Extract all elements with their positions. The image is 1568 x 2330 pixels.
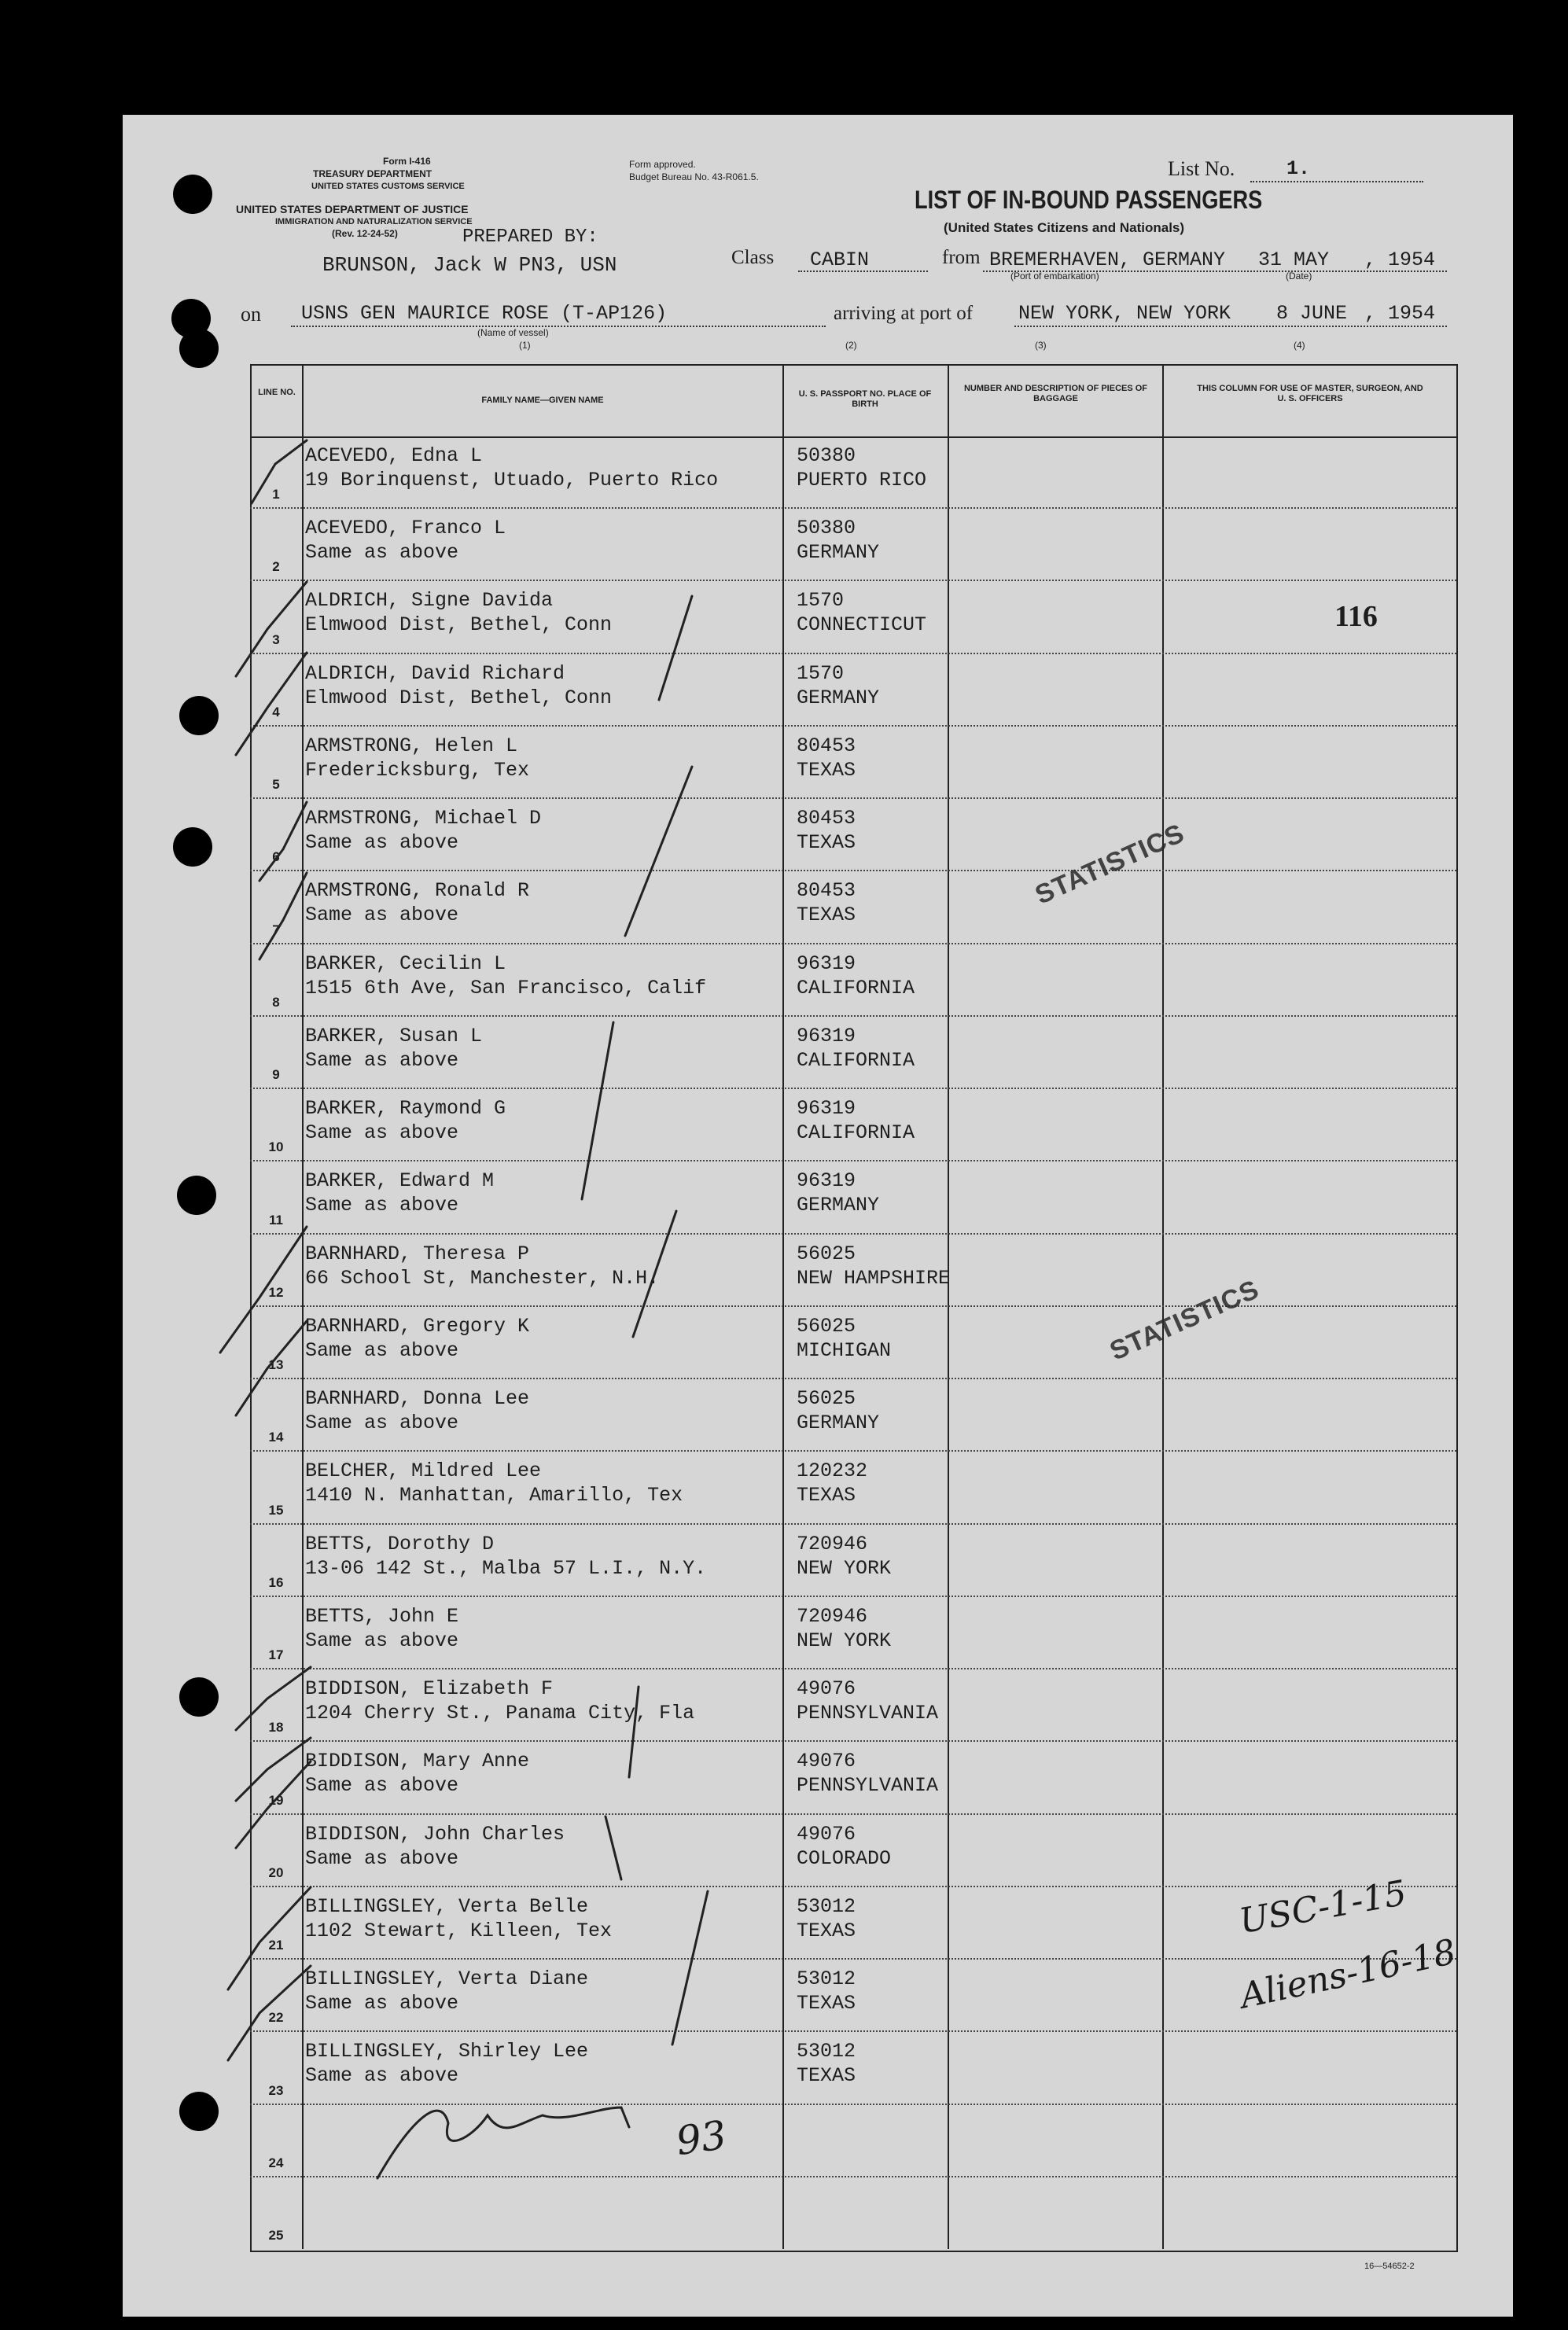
- arrival-port: NEW YORK, NEW YORK: [1018, 302, 1231, 325]
- line-number: 18: [268, 1720, 284, 1736]
- line-number: 23: [268, 2082, 284, 2098]
- passport-number: 50380: [797, 517, 856, 540]
- check-mark: [228, 1966, 311, 2060]
- line-number: 20: [268, 1864, 284, 1880]
- passenger-address: Same as above: [305, 1121, 459, 1145]
- passport-number: 1570: [797, 661, 845, 685]
- passenger-address: Same as above: [305, 1774, 459, 1798]
- passenger-address: Same as above: [305, 1412, 459, 1435]
- place-of-birth: CALIFORNIA: [797, 1048, 915, 1072]
- check-mark: [236, 582, 307, 676]
- class-label: Class: [731, 247, 775, 268]
- passport-number: 56025: [797, 1387, 856, 1411]
- passenger-name: BILLINGSLEY, Verta Belle: [305, 1894, 589, 1918]
- passenger-address: Same as above: [305, 1992, 459, 2015]
- passport-number: 720946: [797, 1604, 868, 1628]
- passenger-address: 13-06 142 St., Malba 57 L.I., N.Y.: [305, 1556, 707, 1580]
- passenger-address: Same as above: [305, 2064, 459, 2088]
- passenger-address: Same as above: [305, 541, 459, 565]
- tally-stroke: [625, 767, 692, 936]
- passport-number: 96319: [797, 1097, 856, 1121]
- passenger-name: BETTS, Dorothy D: [305, 1532, 495, 1555]
- line-number: 4: [272, 704, 280, 720]
- place-of-birth: GERMANY: [797, 686, 880, 709]
- passenger-address: Fredericksburg, Tex: [305, 758, 530, 782]
- passenger-name: ALDRICH, David Richard: [305, 661, 565, 685]
- passport-number: 56025: [797, 1242, 856, 1265]
- ins-service: IMMIGRATION AND NATURALIZATION SERVICE: [275, 217, 473, 226]
- passenger-name: BIDDISON, Mary Anne: [305, 1750, 530, 1773]
- passenger-address: 1515 6th Ave, San Francisco, Calif: [305, 976, 707, 999]
- place-of-birth: TEXAS: [797, 2064, 856, 2088]
- form-revision: (Rev. 12-24-52): [332, 228, 398, 239]
- passport-number: 53012: [797, 2040, 856, 2063]
- passport-number: 720946: [797, 1532, 868, 1555]
- passenger-name: ARMSTRONG, Helen L: [305, 734, 518, 757]
- class-value: CABIN: [810, 248, 870, 271]
- passenger-name: BARNHARD, Donna Lee: [305, 1387, 530, 1411]
- place-of-birth: CALIFORNIA: [797, 976, 915, 999]
- line-number: 21: [268, 1938, 284, 1953]
- line-number: 13: [268, 1357, 284, 1373]
- passport-number: 80453: [797, 734, 856, 757]
- passenger-address: Same as above: [305, 1194, 459, 1217]
- check-mark: [252, 440, 307, 503]
- form-number: Form I-416: [383, 156, 431, 167]
- list-no-value: 1.: [1286, 157, 1311, 180]
- check-mark: [236, 1738, 311, 1801]
- line-number: 9: [272, 1067, 280, 1083]
- statistics-stamp: STATISTICS: [1030, 818, 1190, 911]
- passenger-address: Same as above: [305, 831, 459, 855]
- tally-stroke: [672, 1891, 708, 2045]
- handwritten-note-93: 93: [673, 2111, 730, 2165]
- line-number: 16: [268, 1574, 284, 1590]
- passenger-name: BETTS, John E: [305, 1604, 459, 1628]
- passenger-address: 1410 N. Manhattan, Amarillo, Tex: [305, 1484, 683, 1507]
- on-label: on: [241, 303, 261, 326]
- check-mark: [236, 1667, 311, 1730]
- prepared-by-value: BRUNSON, Jack W PN3, USN: [322, 253, 617, 277]
- check-mark: [236, 1761, 311, 1848]
- passport-number: 49076: [797, 1750, 856, 1773]
- place-of-birth: CALIFORNIA: [797, 1121, 915, 1145]
- treasury-dept: TREASURY DEPARTMENT: [313, 168, 432, 179]
- arrival-date: 8 JUNE: [1276, 302, 1348, 325]
- place-of-birth: NEW YORK: [797, 1556, 892, 1580]
- column-number-4: (4): [1294, 340, 1305, 351]
- place-of-birth: COLORADO: [797, 1846, 892, 1870]
- document-title: LIST OF IN-BOUND PASSENGERS: [915, 186, 1263, 214]
- passenger-address: Same as above: [305, 1629, 459, 1652]
- passenger-address: Same as above: [305, 904, 459, 927]
- arrival-year: , 1954: [1364, 302, 1436, 325]
- place-of-birth: TEXAS: [797, 831, 856, 855]
- statistics-stamp: STATISTICS: [1105, 1274, 1264, 1367]
- passport-number: 49076: [797, 1677, 856, 1701]
- vessel-name: USNS GEN MAURICE ROSE (T-AP126): [301, 302, 668, 325]
- from-label: from: [942, 247, 981, 268]
- line-number: 10: [268, 1139, 284, 1155]
- check-mark: [259, 873, 307, 959]
- header-line-no: LINE NO.: [258, 388, 296, 397]
- list-no-label: List No.: [1168, 157, 1235, 180]
- passenger-address: 1102 Stewart, Killeen, Tex: [305, 1919, 613, 1942]
- column-number-1: (1): [519, 340, 531, 351]
- passport-number: 53012: [797, 1967, 856, 1991]
- place-of-birth: TEXAS: [797, 758, 856, 782]
- passenger-name: BARKER, Cecilin L: [305, 952, 506, 975]
- place-of-birth: GERMANY: [797, 1194, 880, 1217]
- passenger-address: 19 Borinquenst, Utuado, Puerto Rico: [305, 469, 719, 491]
- place-of-birth: MICHIGAN: [797, 1338, 892, 1362]
- passenger-address: Elmwood Dist, Bethel, Conn: [305, 613, 613, 637]
- place-of-birth: GERMANY: [797, 541, 880, 565]
- tally-stroke: [633, 1211, 676, 1337]
- passport-number: 96319: [797, 1169, 856, 1193]
- vessel-caption: (Name of vessel): [477, 327, 549, 338]
- passenger-name: BARNHARD, Theresa P: [305, 1242, 530, 1265]
- passport-number: 53012: [797, 1894, 856, 1918]
- passenger-name: BARKER, Edward M: [305, 1169, 495, 1193]
- tally-stroke: [659, 596, 692, 700]
- line-number: 8: [272, 994, 280, 1010]
- line-number: 12: [268, 1284, 284, 1300]
- prepared-by-label: PREPARED BY:: [462, 226, 598, 248]
- line-number: 15: [268, 1502, 284, 1518]
- port-of-embarkation: BREMERHAVEN, GERMANY: [989, 248, 1226, 271]
- passenger-address: 66 School St, Manchester, N.H.: [305, 1266, 660, 1290]
- form-approved: Form approved.: [629, 159, 696, 170]
- arriving-label: arriving at port of: [834, 303, 974, 324]
- line-number: 1: [272, 487, 280, 502]
- header-officers: THIS COLUMN FOR USE OF MASTER, SURGEON, AND U. S. OFFICERS: [1197, 384, 1423, 403]
- place-of-birth: NEW HAMPSHIRE: [797, 1266, 951, 1290]
- passenger-count: 116: [1334, 600, 1378, 633]
- passport-number: 56025: [797, 1314, 856, 1338]
- line-number: 5: [272, 777, 280, 793]
- embarkation-year: , 1954: [1364, 248, 1436, 271]
- passenger-name: BILLINGSLEY, Verta Diane: [305, 1967, 589, 1991]
- tally-stroke: [629, 1687, 639, 1777]
- line-number: 2: [272, 559, 280, 575]
- place-of-birth: GERMANY: [797, 1412, 880, 1435]
- passenger-name: BARKER, Susan L: [305, 1024, 483, 1047]
- passport-number: 49076: [797, 1822, 856, 1846]
- tally-stroke: [582, 1022, 613, 1199]
- embarkation-date: 31 MAY: [1258, 248, 1330, 271]
- passenger-name: ARMSTRONG, Ronald R: [305, 879, 530, 903]
- budget-bureau: Budget Bureau No. 43-R061.5.: [629, 171, 759, 182]
- check-mark: [228, 1887, 311, 1990]
- line-number: 17: [268, 1647, 284, 1663]
- handwritten-note-aliens: Aliens-16-18: [1236, 1931, 1459, 2017]
- passport-number: 96319: [797, 952, 856, 975]
- place-of-birth: TEXAS: [797, 1484, 856, 1507]
- place-of-birth: TEXAS: [797, 1919, 856, 1942]
- passenger-address: Same as above: [305, 1846, 459, 1870]
- column-number-3: (3): [1035, 340, 1047, 351]
- passenger-name: BELCHER, Mildred Lee: [305, 1459, 542, 1483]
- passenger-name: ALDRICH, Signe Davida: [305, 589, 554, 613]
- line-number: 25: [268, 2227, 284, 2243]
- header-passport: U. S. PASSPORT NO. PLACE OF BIRTH: [798, 389, 932, 409]
- place-of-birth: NEW YORK: [797, 1629, 892, 1652]
- date-caption: (Date): [1286, 271, 1312, 282]
- handwritten-note-usc: USC-1-15: [1236, 1872, 1410, 1942]
- place-of-birth: TEXAS: [797, 904, 856, 927]
- passport-number: 120232: [797, 1459, 868, 1483]
- passenger-name: BIDDISON, John Charles: [305, 1822, 565, 1846]
- form-code: 16—54652-2: [1364, 2262, 1415, 2271]
- line-number: 3: [272, 631, 280, 647]
- place-of-birth: TEXAS: [797, 1992, 856, 2015]
- column-number-2: (2): [845, 340, 857, 351]
- passenger-address: Elmwood Dist, Bethel, Conn: [305, 686, 613, 709]
- place-of-birth: PENNSYLVANIA: [797, 1774, 939, 1798]
- passenger-name: BARKER, Raymond G: [305, 1097, 506, 1121]
- check-mark: [236, 653, 307, 755]
- place-of-birth: CONNECTICUT: [797, 613, 927, 637]
- check-mark: [236, 1321, 307, 1415]
- passenger-address: Same as above: [305, 1338, 459, 1362]
- passport-number: 80453: [797, 807, 856, 830]
- passenger-name: BILLINGSLEY, Shirley Lee: [305, 2040, 589, 2063]
- passenger-address: Same as above: [305, 1048, 459, 1072]
- port-caption: (Port of embarkation): [1010, 271, 1099, 282]
- passenger-name: ACEVEDO, Franco L: [305, 517, 506, 540]
- place-of-birth: PUERTO RICO: [797, 469, 927, 491]
- passenger-name: BARNHARD, Gregory K: [305, 1314, 530, 1338]
- passport-number: 80453: [797, 879, 856, 903]
- passport-number: 96319: [797, 1024, 856, 1047]
- line-number: 24: [268, 2155, 284, 2170]
- place-of-birth: PENNSYLVANIA: [797, 1702, 939, 1725]
- line-number: 7: [272, 922, 280, 937]
- passport-number: 1570: [797, 589, 845, 613]
- check-mark: [259, 802, 307, 881]
- header-family-name: FAMILY NAME—GIVEN NAME: [481, 396, 604, 405]
- line-number: 11: [269, 1212, 283, 1228]
- header-baggage: NUMBER AND DESCRIPTION OF PIECES OF BAGGAGE: [963, 384, 1148, 403]
- tally-stroke: [605, 1817, 621, 1879]
- line-number: 22: [268, 2010, 284, 2026]
- check-mark: [220, 1227, 307, 1353]
- passport-number: 50380: [797, 444, 856, 467]
- passenger-address: 1204 Cherry St., Panama City, Fla: [305, 1702, 695, 1725]
- customs-service: UNITED STATES CUSTOMS SERVICE: [311, 182, 465, 191]
- justice-dept: UNITED STATES DEPARTMENT OF JUSTICE: [236, 203, 469, 215]
- line-number: 19: [268, 1792, 284, 1808]
- passenger-name: ACEVEDO, Edna L: [305, 444, 483, 467]
- passenger-name: ARMSTRONG, Michael D: [305, 807, 542, 830]
- signature: [377, 2107, 629, 2178]
- passenger-name: BIDDISON, Elizabeth F: [305, 1677, 554, 1701]
- document-subtitle: (United States Citizens and Nationals): [944, 220, 1185, 235]
- line-number: 6: [272, 849, 280, 865]
- line-number: 14: [268, 1430, 284, 1445]
